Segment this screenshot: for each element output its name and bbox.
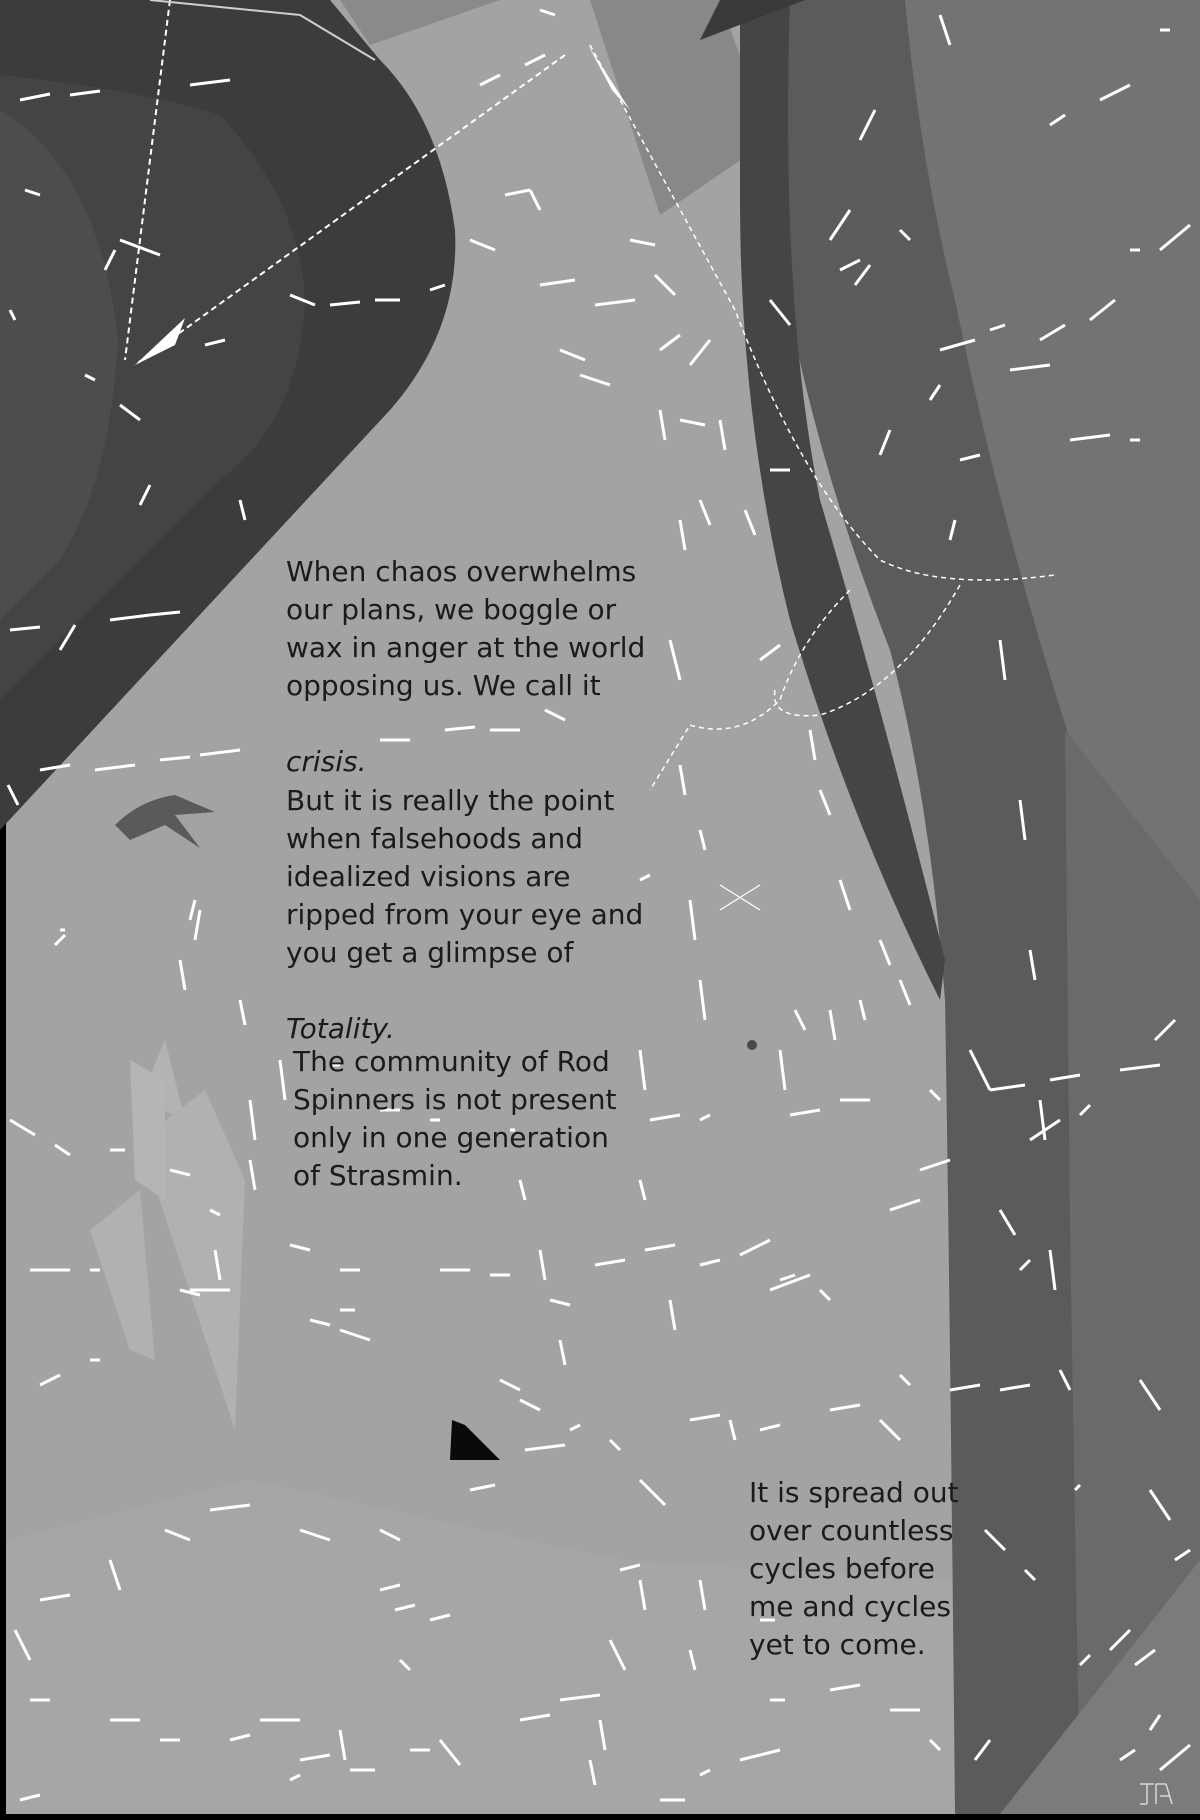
spread-lines: It is spread out over countless cycles before me and cycles yet to come. [749, 1476, 959, 1661]
small-dot [747, 1040, 757, 1050]
light-shard-4 [130, 1060, 165, 1200]
crisis-lines: When chaos overwhelms our plans, we boggle or wax in anger at the world opposing us. We call it [286, 555, 646, 702]
text-block-community [293, 1005, 673, 1233]
text-block-spread [749, 1436, 979, 1702]
totality-lines: But it is really the point when falsehoods and idealized visions are ripped from your eye and you get a glimpse of [286, 784, 644, 969]
monogram-icon [1136, 1778, 1182, 1808]
totality-emphasis: Totality. [286, 1012, 395, 1045]
crisis-emphasis: crisis. [286, 745, 367, 778]
community-lines: The community of Rod Spinners is not present only in one generation of Strasmin. [293, 1045, 617, 1192]
